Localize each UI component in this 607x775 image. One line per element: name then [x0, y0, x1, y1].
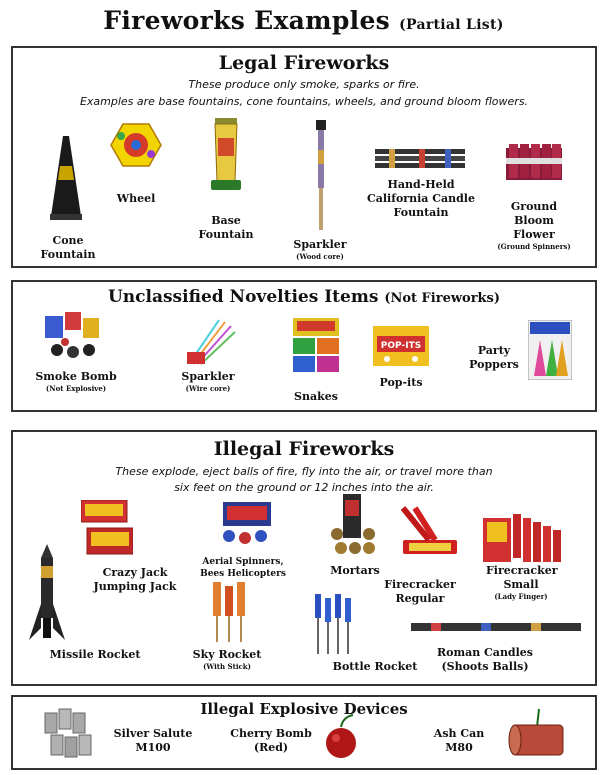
sky-rocket-image [209, 582, 251, 644]
novelty-section-title [13, 287, 595, 307]
silver-salute-label: Silver Salute M100 [113, 727, 193, 754]
handheld-candle-image [375, 148, 467, 170]
sparkler-wire-note: (Wire core) [185, 384, 231, 393]
handheld-candle-label: Hand-Held California Candle Fountain [367, 178, 475, 219]
missile-rocket-image [29, 544, 65, 644]
cherry-bomb-label: Cherry Bomb (Red) [230, 727, 312, 754]
bottle-rocket-image [311, 594, 355, 656]
page-title-text: Fireworks Examples [103, 6, 391, 35]
popits-package-text: POP-ITS [380, 341, 422, 351]
missile-rocket-label: Missile Rocket [49, 648, 141, 661]
mortars-label: Mortars [330, 564, 380, 577]
legal-desc-line2: Examples are base fountains, cone fountains, wheels, and ground bloom flowers. [79, 95, 529, 108]
sparkler-wood-image [313, 120, 329, 234]
firecracker-small-label [475, 564, 567, 602]
roman-candles-image [411, 622, 581, 632]
legal-desc-line1: These produce only smoke, sparks or fire. [188, 78, 420, 91]
base-fountain-image [211, 118, 241, 192]
party-poppers-image [528, 320, 572, 380]
cone-fountain-label: Cone Fountain [40, 234, 96, 261]
aerial-spinners-label: Aerial Spinners, Bees Helicopters [200, 557, 286, 579]
bottle-rocket-label: Bottle Rocket [332, 660, 418, 673]
sparkler-wood-label-text: Sparkler [293, 238, 347, 251]
page-title [0, 6, 607, 35]
explosive-devices-section [11, 695, 597, 770]
ground-bloom-label-text: Ground Bloom Flower [510, 200, 558, 241]
smoke-bomb-note: (Not Explosive) [45, 384, 107, 393]
cherry-bomb-image [323, 713, 359, 759]
ground-bloom-note: (Ground Spinners) [497, 242, 571, 251]
smoke-bomb-label [31, 370, 121, 394]
snakes-image [291, 318, 341, 374]
crazy-jack-label: Crazy Jack Jumping Jack [93, 566, 177, 593]
illegal-desc-line2: six feet on the ground or 12 inches into the air. [174, 481, 434, 494]
sparkler-wire-label-text: Sparkler [181, 370, 235, 383]
wheel-label: Wheel [116, 192, 156, 205]
snakes-label: Snakes [294, 390, 338, 403]
sky-rocket-label-text: Sky Rocket [192, 648, 262, 661]
wheel-image [109, 122, 163, 168]
firecracker-small-image [483, 514, 563, 566]
silver-salute-image [43, 707, 101, 763]
smoke-bomb-label-text: Smoke Bomb [35, 370, 117, 383]
firecracker-regular-label: Firecracker Regular [384, 578, 456, 605]
legal-section-title: Legal Fireworks [218, 52, 390, 74]
base-fountain-label: Base Fountain [198, 214, 254, 241]
illegal-section-title: Illegal Fireworks [213, 438, 395, 460]
sky-rocket-note: (With Stick) [203, 662, 251, 671]
ash-can-label: Ash Can M80 [433, 727, 485, 754]
ground-bloom-label [483, 200, 585, 252]
popits-image [373, 326, 429, 366]
sky-rocket-label [185, 648, 269, 672]
roman-candles-label: Roman Candles (Shoots Balls) [436, 646, 533, 673]
novelty-title-note: (Not Fireworks) [384, 291, 501, 306]
page-title-note: (Partial List) [399, 17, 504, 33]
sparkler-wire-image [185, 316, 239, 366]
aerial-spinners-image [219, 502, 275, 546]
cone-fountain-image [48, 136, 84, 222]
ground-bloom-image [506, 144, 562, 182]
firecracker-small-note: (Lady Finger) [494, 592, 548, 601]
sparkler-wire-label [173, 370, 243, 394]
sparkler-wood-label [285, 238, 355, 262]
ash-can-image [507, 707, 569, 763]
party-poppers-label: Party Poppers [469, 344, 519, 371]
firecracker-small-label-text: Firecracker Small [486, 564, 558, 591]
firecracker-regular-image [399, 506, 459, 570]
novelties-section [11, 280, 597, 412]
legal-fireworks-section [11, 46, 597, 268]
explosive-section-title: Illegal Explosive Devices [200, 700, 408, 718]
smoke-bomb-image [43, 312, 101, 360]
novelty-title-text: Unclassified Novelties Items [107, 287, 379, 307]
mortars-image [329, 494, 377, 556]
popits-label: Pop-its [379, 376, 423, 389]
illegal-fireworks-section [11, 430, 597, 686]
sparkler-wood-note: (Wood core) [296, 252, 344, 261]
illegal-desc-line1: These explode, eject balls of fire, fly into the air, or travel more than [115, 465, 493, 478]
crazy-jack-image [81, 500, 133, 556]
